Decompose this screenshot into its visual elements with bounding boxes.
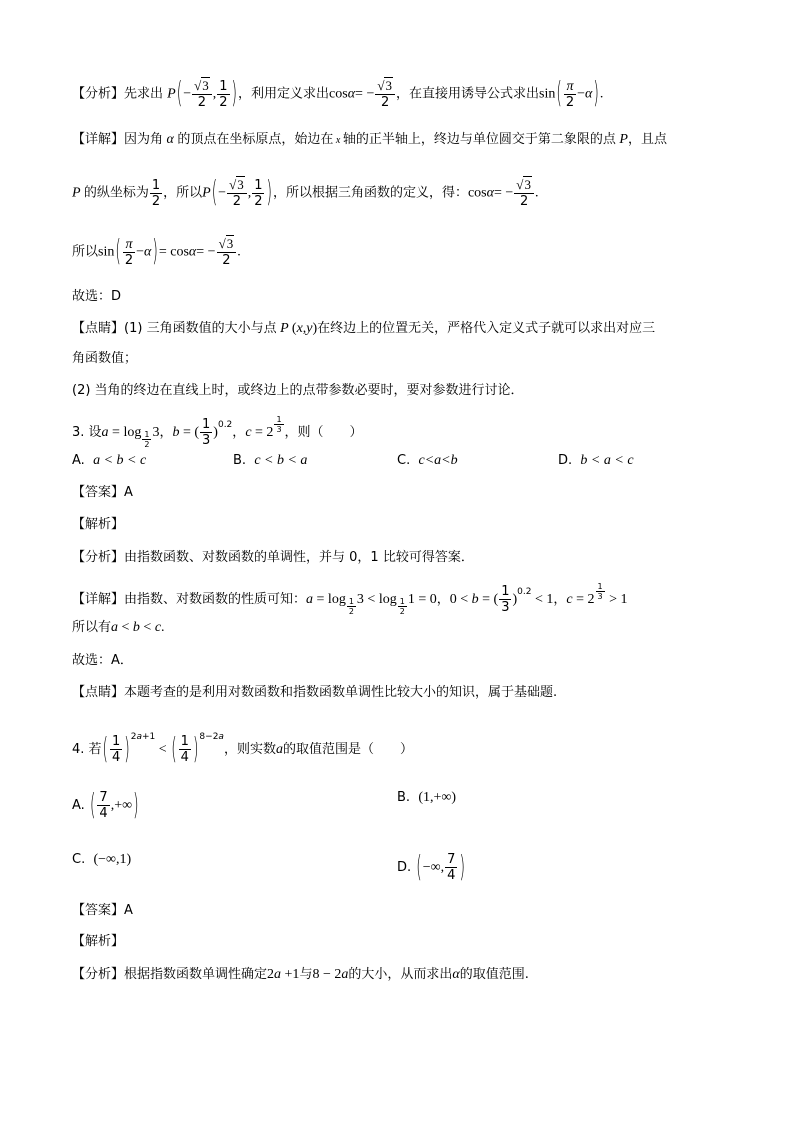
solution-4-header: 【解析】	[72, 934, 125, 949]
detail-line-3: 所以sin( $\frac{\pi}{2}$ −α)= cosα= − $\frac{√3}{2}$ .	[72, 235, 241, 269]
comment-line-2: 角函数值；	[72, 351, 138, 366]
question-4: 4. 若( $\frac{1}{4}$ )$^{2a+1}$ < ( $\frac{1}{4}$ )$^{8-2a}$，则实数a的取值范围是（ ）	[72, 732, 413, 767]
comment-3: 【点睛】本题考查的是利用对数函数和指数函数单调性比较大小的知识，属于基础题.	[72, 685, 558, 700]
solution-3-header: 【解析】	[72, 517, 125, 532]
q4-option-a[interactable]: A. ( $\frac{7}{4}$ ,+∞)	[72, 788, 139, 823]
so-3: 所以有a < b < c.	[72, 620, 165, 635]
comment-line-1: 【点睛】(1) 三角函数值的大小与点 P (x,y)在终边上的位置无关，严格代入定义式子就可以求出对应三	[72, 321, 656, 336]
analysis-4: 【分析】根据指数函数单调性确定2a +1与8 − 2a的大小，从而求出α的取值范围.	[72, 967, 529, 982]
choice-3: 故选：A．	[72, 653, 133, 668]
point-p: P	[167, 86, 176, 102]
q3-option-a[interactable]: A. a < b < c	[72, 453, 147, 468]
q3-option-b[interactable]: B. c < b < a	[233, 453, 308, 468]
answer-4: 【答案】A	[72, 903, 133, 918]
detail-3: 【详解】由指数、对数函数的性质可知：a = log $_{\frac{1}{2}}$ 3 < log $_{\frac{1}{2}}$ 1 = 0，0 < b = ( $\frac{1}{3}$ )$^{0.2}$ < 1，c = 2 $^{\frac{1}{3}}$ > 1	[72, 582, 628, 616]
analysis-3: 【分析】由指数函数、对数函数的单调性，并与 0，1 比较可得答案．	[72, 550, 474, 565]
comment-line-3: (2) 当角的终边在直线上时，或终边上的点带参数必要时，要对参数进行讨论．	[72, 383, 524, 398]
comment-tag: 【点睛】	[72, 321, 125, 336]
answer-3: 【答案】A	[72, 485, 133, 500]
analysis-tag: 【分析】	[72, 86, 125, 102]
question-3: 3. 设a = log $_{\frac{1}{2}}$ 3，b = ( $\frac{1}{3}$ )$^{0.2}$，c = 2 $^{\frac{1}{3}}$ ，则（ ）	[72, 415, 363, 449]
q4-option-c[interactable]: C. (−∞,1)	[72, 852, 132, 867]
choice-d-line: 故选：D	[72, 289, 122, 304]
q3-option-c[interactable]: C. c<a<b	[397, 453, 458, 468]
q4-option-b[interactable]: B. (1,+∞)	[397, 790, 457, 805]
detail-tag: 【详解】	[72, 132, 125, 147]
detail-line-1: 【详解】因为角 α 的顶点在坐标原点，始边在 x 轴的正半轴上，终边与单位圆交于第二象限的点 P，且点	[72, 132, 667, 147]
detail-line-2: P 的纵坐标为 $\frac{1}{2}$ ，所以P(− $\frac{√3}{2}$ , $\frac{1}{2}$ )，所以根据三角函数的定义，得：cosα= − $\frac{√3}{2}$ .	[72, 176, 539, 210]
q4-option-d[interactable]: D. (−∞, $\frac{7}{4}$ )	[397, 850, 465, 885]
analysis-line-1: 【分析】先求出 P(− $\frac{√3}{2}$ , $\frac{1}{2}$ )，利用定义求出cosα= − $\frac{√3}{2}$ ，在直接用诱导公式求出sin( $\frac{\pi}{2}$ −α).	[72, 77, 604, 111]
q3-option-d[interactable]: D. b < a < c	[558, 453, 634, 468]
